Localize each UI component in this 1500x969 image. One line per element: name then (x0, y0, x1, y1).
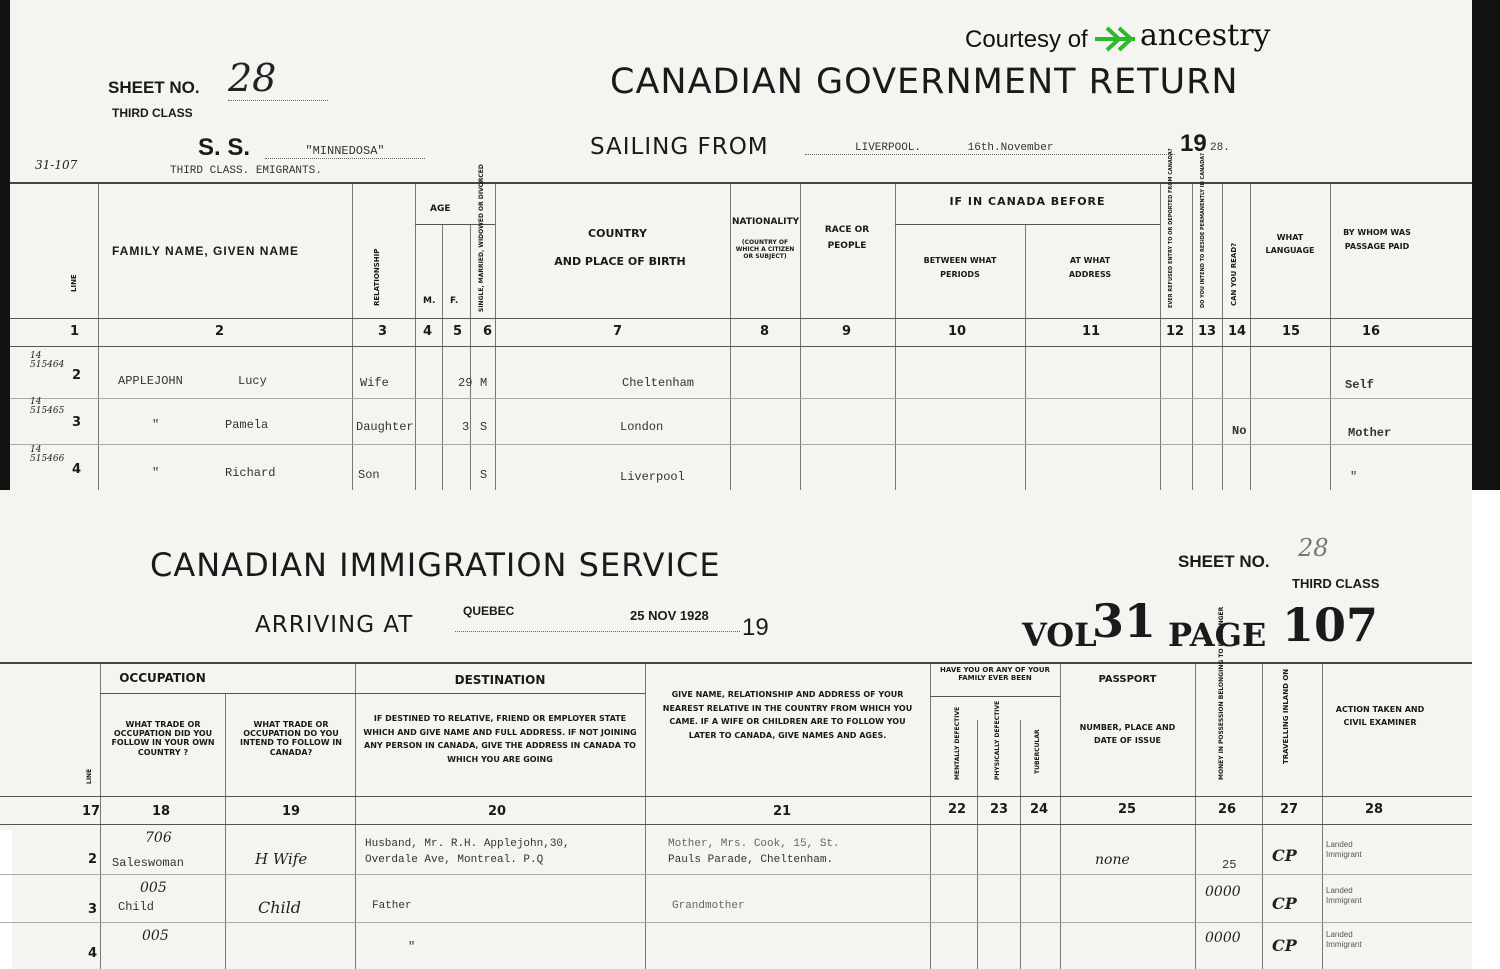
destination-line-1: Father (372, 900, 412, 912)
family-name: APPLEJOHN (118, 374, 183, 388)
sheet-label: SHEET NO. (1178, 552, 1270, 571)
row-line: 2 (88, 852, 98, 867)
vol-label: VOL (1022, 616, 1097, 654)
age: 3 (462, 420, 470, 434)
header-marital: SINGLE, MARRIED, WIDOWED OR DIVORCED (478, 164, 485, 312)
trade-followed: Child (118, 900, 155, 914)
marital-status: S (480, 420, 488, 434)
header-destination-sub: IF DESTINED TO RELATIVE, FRIEND OR EMPLOYER STATE WHICH AND GIVE NAME AND FULL ADDRESS. IF NOT JOINING ANY PERSON IN CANADA, GIVE THE ADDRESS IN CANADA TO WHICH YOU ARE GOING (363, 714, 637, 764)
header-travelling: TRAVELLING INLAND ON (1282, 668, 1290, 764)
relative-line-1: Grandmother (672, 900, 745, 912)
header-top-rule (10, 182, 1472, 184)
passport: none (1095, 852, 1130, 868)
government-return-section (10, 0, 1472, 490)
header-passport-sub: NUMBER, PLACE AND DATE OF ISSUE (1079, 723, 1176, 745)
given-name: Pamela (225, 418, 269, 432)
header-relative: GIVE NAME, RELATIONSHIP AND ADDRESS OF YOUR NEAREST RELATIVE IN THE COUNTRY FROM WHICH YOU CAME. IF A WIFE OR CHILDREN ARE TO FOLLOW YOU LATER TO CANADA, GIVE NAMES AND AGES. (662, 690, 913, 740)
action-taken: Landed Immigrant (1326, 886, 1362, 906)
col-num-27: 27 (1280, 802, 1299, 817)
occupation-code: 706 (145, 830, 172, 846)
passage-paid: " (1350, 470, 1358, 484)
col-num-9: 9 (842, 324, 852, 339)
col-num-4: 4 (423, 324, 433, 339)
arriving-port: QUEBEC (463, 604, 515, 618)
given-name: Lucy (238, 374, 267, 388)
birthplace: London (620, 420, 664, 434)
ancestry-logo: ancestry (1140, 18, 1271, 53)
sheet-number: 28 (228, 56, 328, 101)
trade-intended: Child (258, 898, 302, 917)
header-action: ACTION TAKEN AND CIVIL EXAMINER (1335, 705, 1425, 727)
page-label: PAGE (1168, 616, 1267, 654)
header-money: MONEY IN POSSESSION BELONGING TO PASSENGER (1218, 606, 1225, 780)
col-num-15: 15 (1282, 324, 1301, 339)
immigration-service-section (0, 490, 1500, 969)
class-label: THIRD CLASS (112, 106, 193, 120)
courtesy-text: Courtesy of (965, 26, 1088, 53)
vol-number: 31 (1092, 594, 1157, 648)
col-num-28: 28 (1365, 802, 1384, 817)
margin-code: 14 515465 (30, 397, 65, 416)
occupation-code: 005 (140, 880, 167, 896)
header-nationality: NATIONALITY (732, 217, 800, 227)
class-label: THIRD CLASS (1292, 576, 1380, 591)
header-trade-intend: WHAT TRADE OR OCCUPATION DO YOU INTEND TO FOLLOW IN CANADA? (239, 720, 342, 757)
age: 29 (458, 376, 473, 390)
header-between-periods: BETWEEN WHAT PERIODS (923, 256, 997, 280)
marital-status: S (480, 468, 488, 482)
header-nationality-sub: (COUNTRY OF WHICH A CITIZEN OR SUBJECT) (735, 239, 795, 260)
header-physically: PHYSICALLY DEFECTIVE (994, 700, 1001, 780)
destination-line-2: Overdale Ave, Montreal. P.Q (365, 854, 544, 866)
page-number: 107 (1282, 598, 1379, 652)
header-if-in-canada: IF IN CANADA BEFORE (949, 195, 1106, 208)
header-age-m: M. (423, 296, 436, 306)
ship-name: "MINNEDOSA" (265, 144, 425, 159)
header-age-f: F. (450, 296, 459, 306)
row-line: 2 (72, 368, 82, 383)
passage-paid: Mother (1348, 426, 1392, 440)
action-taken: Landed Immigrant (1326, 840, 1362, 860)
family-name: " (152, 466, 160, 480)
col-num-17: 17 (82, 804, 101, 819)
header-language: WHAT LANGUAGE (1265, 233, 1315, 255)
year-prefix: 19 (742, 614, 769, 641)
header-country: COUNTRY (588, 227, 647, 240)
col-num-18: 18 (152, 804, 171, 819)
trade-intended: H Wife (255, 850, 308, 868)
ss-label: S. S. (198, 134, 251, 161)
relationship: Wife (360, 376, 389, 390)
travelling-inland: CP (1272, 936, 1297, 955)
row-line: 3 (72, 415, 82, 430)
col-num-23: 23 (990, 802, 1009, 817)
header-trade-follow: WHAT TRADE OR OCCUPATION DID YOU FOLLOW IN YOUR OWN COUNTRY ? (111, 720, 215, 757)
col-num-25: 25 (1118, 802, 1137, 817)
col-num-5: 5 (453, 324, 463, 339)
year-prefix: 19 (1180, 130, 1207, 157)
destination-line-1: Husband, Mr. R.H. Applejohn,30, (365, 838, 570, 850)
relationship: Daughter (356, 420, 414, 434)
col-num-16: 16 (1362, 324, 1381, 339)
year-suffix: 28. (1210, 142, 1230, 154)
ancestry-leaf-icon (1093, 22, 1137, 56)
header-line: LINE (70, 274, 78, 292)
sheet-number: 28 (1298, 534, 1329, 562)
birthplace: Liverpool (620, 470, 685, 484)
sailing-label: SAILING FROM (590, 134, 769, 160)
col-num-22: 22 (948, 802, 967, 817)
destination-line-1: " (408, 940, 416, 954)
margin-note: 31-107 (35, 158, 78, 172)
row-line: 4 (88, 946, 98, 961)
col-num-24: 24 (1030, 802, 1049, 817)
row-line: 4 (72, 462, 82, 477)
col-num-1: 1 (70, 324, 80, 339)
margin-code: 14 515466 (30, 445, 65, 464)
col-num-26: 26 (1218, 802, 1237, 817)
col-num-14: 14 (1228, 324, 1247, 339)
given-name: Richard (225, 466, 276, 480)
immigration-title: CANADIAN IMMIGRATION SERVICE (150, 546, 721, 584)
travelling-inland: CP (1272, 846, 1297, 865)
col-num-2: 2 (215, 324, 225, 339)
marital-status: M (480, 376, 488, 390)
birthplace: Cheltenham (622, 376, 695, 390)
header-race: RACE OR PEOPLE (824, 225, 870, 252)
header-name: FAMILY NAME, GIVEN NAME (112, 244, 300, 258)
header-mentally: MENTALLY DEFECTIVE (954, 706, 961, 780)
col-num-8: 8 (760, 324, 770, 339)
col-num-11: 11 (1082, 324, 1101, 339)
trade-followed: Saleswoman (112, 856, 185, 870)
header-destination: DESTINATION (454, 673, 546, 687)
header-line: LINE (86, 768, 93, 784)
header-occupation: OCCUPATION (119, 671, 206, 685)
can-read: No (1232, 424, 1247, 438)
row-line: 3 (88, 902, 98, 917)
col-num-13: 13 (1198, 324, 1217, 339)
header-refused: EVER REFUSED ENTRY TO OR DEPORTED FROM CANADA? (1168, 148, 1174, 308)
col-num-6: 6 (483, 324, 493, 339)
family-name: " (152, 418, 160, 432)
margin-code: 14 515464 (30, 351, 65, 370)
travelling-inland: CP (1272, 894, 1297, 913)
money: 25 (1222, 858, 1237, 872)
relationship: Son (358, 468, 380, 482)
col-num-10: 10 (948, 324, 967, 339)
arrival-stamp: 25 NOV 1928 (630, 608, 709, 623)
col-num-19: 19 (282, 804, 301, 819)
passage-paid: Self (1345, 378, 1374, 392)
col-num-12: 12 (1166, 324, 1185, 339)
sheet-label: SHEET NO. (108, 78, 200, 97)
money: 0000 (1205, 930, 1241, 946)
col-num-20: 20 (488, 804, 507, 819)
col-num-3: 3 (378, 324, 388, 339)
port: LIVERPOOL. (855, 142, 922, 154)
document-title: CANADIAN GOVERNMENT RETURN (610, 62, 1239, 102)
header-read: CAN YOU READ? (1230, 242, 1238, 306)
occupation-code: 005 (142, 928, 169, 944)
col-num-7: 7 (613, 324, 623, 339)
header-at-what-address: AT WHAT ADDRESS (1068, 256, 1112, 280)
action-taken: Landed Immigrant (1326, 930, 1362, 950)
header-tubercular: TUBERCULAR (1034, 729, 1041, 774)
ship-note: THIRD CLASS. EMIGRANTS. (170, 165, 322, 177)
header-birthplace: AND PLACE OF BIRTH (554, 255, 686, 268)
relative-line-2: Pauls Parade, Cheltenham. (668, 854, 834, 866)
relative-line-1: Mother, Mrs. Cook, 15, St. (668, 838, 840, 850)
header-age: AGE (430, 204, 451, 214)
sailing-details (805, 142, 1175, 155)
header-relationship: RELATIONSHIP (373, 248, 381, 306)
header-passage: BY WHOM WAS PASSAGE PAID (1343, 228, 1411, 252)
col-num-21: 21 (773, 804, 792, 819)
header-family-been: HAVE YOU OR ANY OF YOUR FAMILY EVER BEEN (940, 666, 1050, 683)
sailing-date: 16th.November (967, 142, 1054, 154)
header-intend: DO YOU INTEND TO RESIDE PERMANENTLY IN CANADA? (1200, 152, 1206, 308)
arriving-label: ARRIVING AT (255, 612, 414, 638)
money: 0000 (1205, 884, 1241, 900)
header-passport: PASSPORT (1098, 674, 1157, 685)
